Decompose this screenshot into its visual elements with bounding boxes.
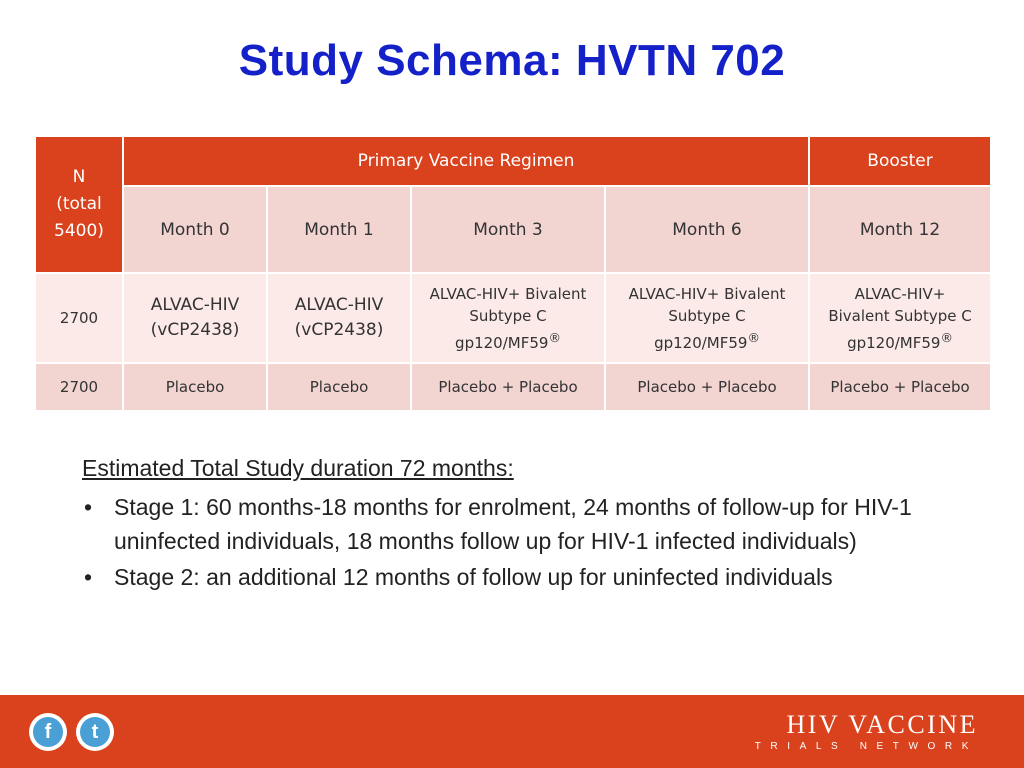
- vaccine-line: ALVAC-HIV: [150, 295, 240, 315]
- month-header: Month 3: [411, 186, 605, 273]
- vaccine-line: Subtype C: [469, 306, 547, 325]
- twitter-button[interactable]: [76, 713, 114, 751]
- n-header-line2: (total: [56, 194, 102, 214]
- registered-mark: ®: [940, 329, 953, 345]
- vaccine-line: ALVAC-HIV+ Bivalent: [628, 284, 786, 303]
- hvtn-logo-title: HIV VACCINE: [786, 710, 978, 739]
- n-header-line3: 5400): [54, 221, 104, 241]
- table-row: [35, 273, 991, 363]
- vaccine-line: ALVAC-HIV+ Bivalent: [429, 284, 587, 303]
- bullet-item: [82, 490, 992, 558]
- primary-regimen-header: Primary Vaccine Regimen: [123, 136, 809, 186]
- slide-title: Study Schema: HVTN 702: [238, 36, 786, 85]
- twitter-icon: t: [80, 717, 110, 747]
- month-header: Month 12: [809, 186, 991, 273]
- vaccine-line: gp120/MF59: [847, 333, 941, 352]
- placebo-cell: Placebo + Placebo: [411, 363, 605, 411]
- bullet-text: Stage 1: 60 months-18 months for enrolment, 24 months of follow-up for HIV-1 uninfected individuals, 18 months follow up for HIV-1 infected individuals): [114, 494, 912, 554]
- bullet-item: [82, 560, 992, 594]
- row-n-cell: 2700: [35, 363, 123, 411]
- month-header: Month 6: [605, 186, 809, 273]
- registered-mark: ®: [747, 329, 760, 345]
- vaccine-line: (vCP2438): [294, 320, 384, 340]
- placebo-cell: Placebo + Placebo: [605, 363, 809, 411]
- registered-mark: ®: [548, 329, 561, 345]
- vaccine-cell: [411, 273, 605, 363]
- vaccine-cell: [123, 273, 267, 363]
- vaccine-line: gp120/MF59: [455, 333, 549, 352]
- vaccine-line: Subtype C: [668, 306, 746, 325]
- bullet-icon: •: [84, 564, 93, 590]
- facebook-button[interactable]: [29, 713, 67, 751]
- vaccine-cell: [605, 273, 809, 363]
- study-duration-section: [82, 452, 992, 596]
- vaccine-line: Bivalent Subtype C: [828, 306, 972, 325]
- month-header: Month 1: [267, 186, 411, 273]
- n-header-cell: [35, 136, 123, 273]
- hvtn-logo-subtitle: TRIALS NETWORK: [754, 741, 978, 752]
- n-header-line1: N: [72, 167, 86, 187]
- vaccine-line: ALVAC-HIV+: [854, 284, 946, 303]
- vaccine-cell: [809, 273, 991, 363]
- month-header: Month 0: [123, 186, 267, 273]
- bullet-text: Stage 2: an additional 12 months of follow up for uninfected individuals: [114, 564, 833, 590]
- vaccine-line: (vCP2438): [150, 320, 240, 340]
- row-n-cell: 2700: [35, 273, 123, 363]
- vaccine-cell: [267, 273, 411, 363]
- duration-heading: Estimated Total Study duration 72 months:: [82, 455, 514, 481]
- vaccine-line: gp120/MF59: [654, 333, 748, 352]
- placebo-cell: Placebo: [267, 363, 411, 411]
- facebook-icon: f: [33, 717, 63, 747]
- vaccine-line: ALVAC-HIV: [294, 295, 384, 315]
- booster-header: Booster: [809, 136, 991, 186]
- placebo-cell: Placebo: [123, 363, 267, 411]
- study-schema-table: [34, 135, 992, 412]
- bullet-icon: •: [84, 494, 93, 520]
- table-row: [35, 363, 991, 411]
- placebo-cell: Placebo + Placebo: [809, 363, 991, 411]
